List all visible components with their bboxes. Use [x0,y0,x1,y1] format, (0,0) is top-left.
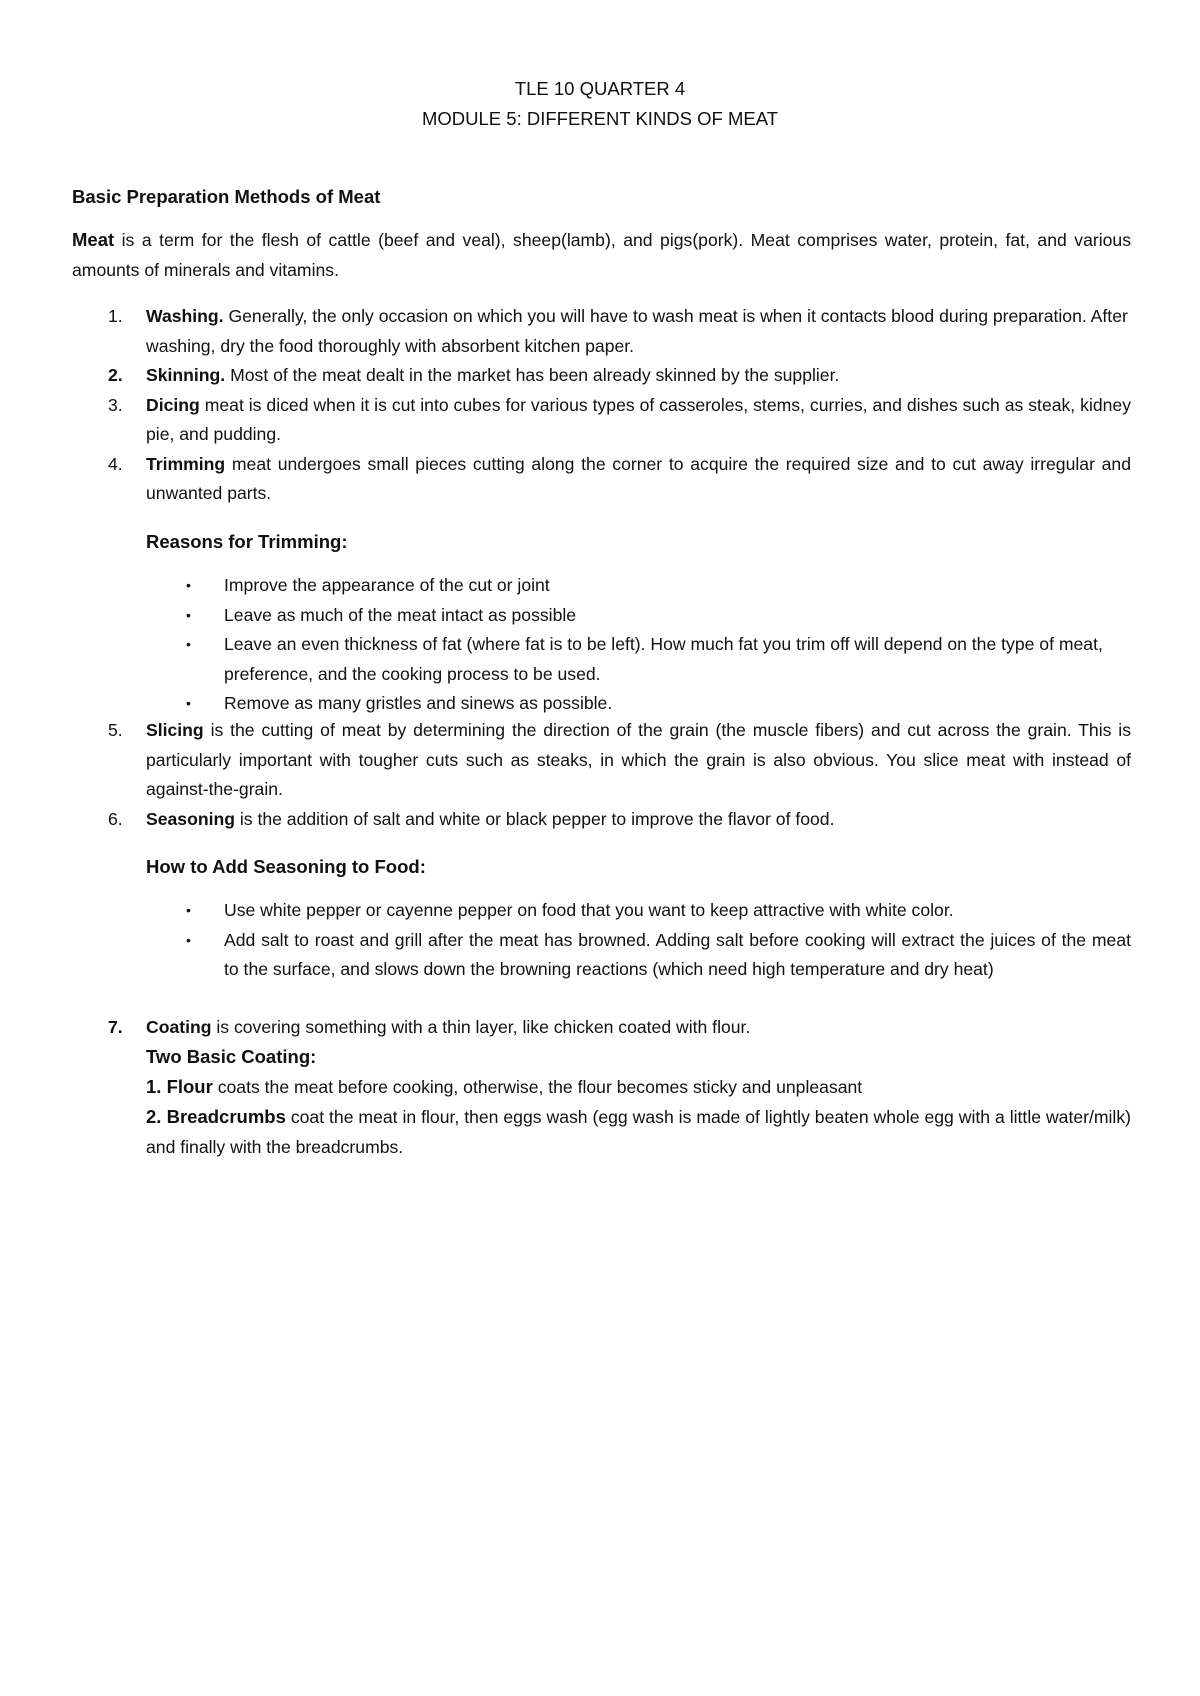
list-item [108,805,1131,835]
seasoning-howto-list [186,896,1131,985]
trimming-reasons-heading: Reasons for Trimming: [146,531,348,552]
bullet-item [186,689,1131,719]
list-item [108,361,1131,391]
item-sep [204,720,211,740]
bullet-text: Add salt to roast and grill after the meat has browned. Adding salt before cooking will extract the juices of the meat to the surface, and slows down the browning reactions (which need high temperature and dry heat) [224,929,1131,979]
item-number: 3. [108,394,123,415]
coating-item-text: coat the meat in flour, then eggs wash (egg wash is made of lightly beaten whole egg with a little water/milk) and finally with the breadcrumbs. [146,1107,1131,1157]
list-item [108,716,1131,805]
bullet-icon: • [186,606,191,623]
coating-heading: Two Basic Coating: [146,1046,317,1067]
coating-item [146,1102,1131,1162]
intro-text: is a term for the flesh of cattle (beef and veal), sheep(lamb), and pigs(pork). Meat comprises water, protein, fat, and various amounts of minerals and vitamins. [72,230,1131,280]
bullet-text: Use white pepper or cayenne pepper on food that you want to keep attractive with white color. [224,900,954,920]
list-item [108,1013,1131,1043]
item-term: Skinning [146,365,221,385]
item-term: Coating [146,1017,212,1037]
bullet-item [186,896,1131,926]
bullet-icon: • [186,902,191,918]
bullet-icon: • [186,695,191,711]
item-text: is the cutting of meat by determining the direction of the grain (the muscle fibers) and cut across the grain. This is particularly important with tougher cuts such as steaks, in which the grain is also obvious. You slice meat with instead of against-the-grain. [146,720,1131,799]
coating-section [146,1042,1131,1162]
bullet-text: Improve the appearance of the cut or joint [224,575,550,595]
coating-item-label: 1. Flour [146,1075,213,1097]
bullet-item [186,571,1131,601]
item-number: 7. [108,1017,123,1037]
intro-term: Meat [72,229,115,250]
item-text: Most of the meat dealt in the market has been already skinned by the supplier. [230,365,840,385]
methods-list-part3 [108,1013,1131,1043]
item-term: Dicing [146,394,200,415]
item-term: Trimming [146,453,226,474]
methods-list-part1 [108,302,1131,509]
methods-list-part2 [108,716,1131,834]
section-heading: Basic Preparation Methods of Meat [72,186,381,207]
bullet-item [186,630,1131,689]
list-item [108,450,1131,509]
item-text: is covering something with a thin layer, like chicken coated with flour. [216,1017,751,1037]
bullet-item [186,601,1131,631]
item-sep: . [218,306,229,326]
document-title-line1: TLE 10 QUARTER 4 [514,78,686,99]
document-title-line2: MODULE 5: DIFFERENT KINDS OF MEAT [422,108,778,129]
coating-item-label: 2. Breadcrumbs [146,1106,286,1127]
item-number: 5. [108,720,123,740]
item-text: is the addition of salt and white or black pepper to improve the flavor of food. [239,808,835,829]
item-term: Washing [146,306,219,326]
bullet-text: Leave as much of the meat intact as possible [224,604,577,625]
bullet-icon: • [186,931,191,948]
list-item [108,302,1131,361]
coating-item-text: coats the meat before cooking, otherwise, the flour becomes sticky and unpleasant [212,1076,863,1097]
item-number: 1. [108,306,123,326]
coating-item [146,1072,1131,1103]
item-number: 2. [108,365,123,385]
item-number: 4. [108,453,123,474]
bullet-icon: • [186,577,191,593]
item-term: Slicing [146,720,204,740]
intro-paragraph [72,225,1131,285]
item-text: Generally, the only occasion on which you will have to wash meat is when it contacts blood during preparation. After washing, dry the food thoroughly with absorbent kitchen paper. [146,306,1128,356]
bullet-icon: • [186,636,191,652]
bullet-item [186,926,1131,985]
bullet-text: Remove as many gristles and sinews as possible. [224,693,613,713]
item-text: meat undergoes small pieces cutting along the corner to acquire the required size and to cut away irregular and unwanted parts. [146,453,1131,503]
item-sep [225,454,232,474]
list-item [108,391,1131,450]
item-number: 6. [108,808,123,829]
trimming-reasons-list [186,571,1131,719]
seasoning-howto-heading: How to Add Seasoning to Food: [146,856,426,877]
bullet-text: Leave an even thickness of fat (where fat is to be left). How much fat you trim off will depend on the type of meat, preference, and the cooking process to be used. [224,634,1103,684]
item-text: meat is diced when it is cut into cubes for various types of casseroles, stems, curries, and dishes such as steak, kidney pie, and pudding. [146,394,1131,444]
item-term: Seasoning [146,808,235,829]
item-sep: . [220,365,231,385]
